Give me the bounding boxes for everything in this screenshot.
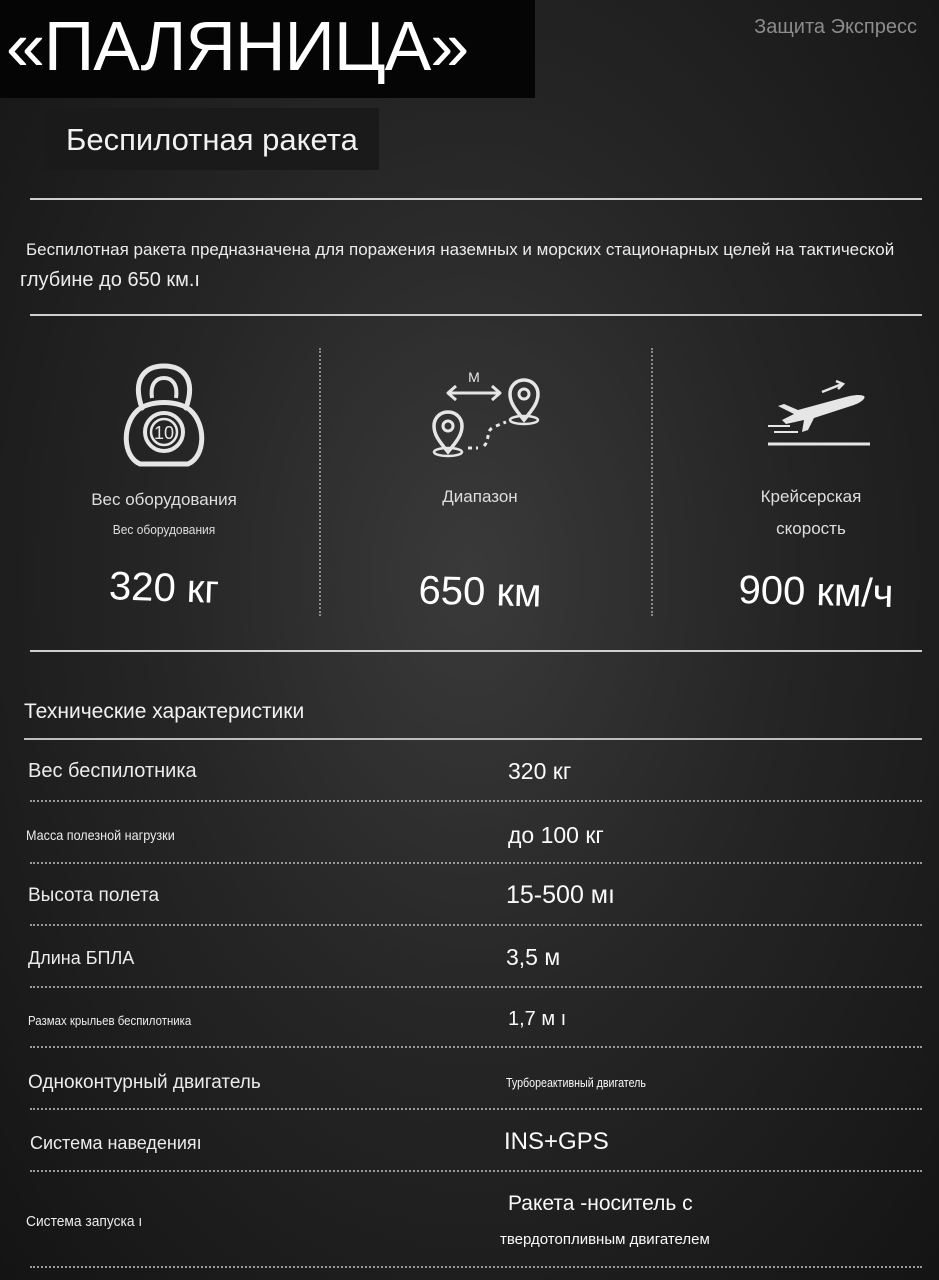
stat-speed-label-line-2: скорость — [776, 519, 846, 538]
row-separator — [30, 1266, 922, 1268]
spec-name: Система запуска ı — [26, 1213, 143, 1230]
spec-name: Размах крыльев беспилотника — [28, 1013, 192, 1028]
row-separator — [30, 800, 922, 802]
spec-value: Ракета -носитель с — [508, 1192, 693, 1215]
stat-weight-label: Вес оборудования — [91, 490, 237, 509]
column-separator — [651, 348, 653, 616]
row-separator — [30, 986, 922, 988]
spec-name: Длина БПЛА — [28, 948, 135, 968]
column-separator — [319, 348, 321, 616]
kettlebell-badge: 10 — [153, 423, 175, 443]
spec-name: Высота полета — [28, 885, 160, 906]
spec-name: Система наведенияı — [30, 1133, 202, 1153]
airplane-icon — [764, 376, 874, 448]
spec-value: 15-500 мı — [506, 881, 615, 909]
stat-weight-sublabel: Вес оборудования — [112, 522, 216, 537]
stat-range-value: 650 км — [418, 568, 542, 616]
stat-range-label: Диапазон — [442, 487, 518, 506]
route-badge: M — [468, 369, 480, 385]
divider — [30, 314, 922, 316]
row-separator — [30, 924, 922, 926]
spec-value-line-2: твердотопливным двигателем — [500, 1231, 710, 1248]
description-line-2: глубине до 650 км.ı — [20, 269, 200, 291]
spec-value: 3,5 м — [506, 944, 561, 970]
page-title: «ПАЛЯНИЦА» — [6, 7, 469, 85]
divider — [30, 198, 922, 200]
divider — [24, 738, 922, 740]
route-map-icon — [428, 368, 544, 458]
kettlebell-icon — [118, 360, 210, 470]
description-line-1: Беспилотная ракета предназначена для поражения наземных и морских стационарных целей на тактической — [26, 240, 895, 259]
spec-value: Турбореактивный двигатель — [506, 1075, 646, 1090]
spec-value: 1,7 м ı — [508, 1008, 567, 1030]
spec-name: Масса полезной нагрузки — [26, 827, 175, 843]
row-separator — [30, 1108, 922, 1110]
row-separator — [30, 1170, 922, 1172]
spec-value: до 100 кг — [508, 822, 604, 848]
specs-title: Технические характеристики — [24, 700, 305, 723]
spec-name: Одноконтурный двигатель — [28, 1072, 261, 1093]
brand-name: Защита Экспресс — [754, 16, 917, 38]
page-subtitle: Беспилотная ракета — [66, 122, 358, 157]
row-separator — [30, 862, 922, 864]
divider — [30, 650, 922, 652]
spec-name: Вес беспилотника — [28, 760, 197, 782]
row-separator — [30, 1046, 922, 1048]
stat-speed-value: 900 км/ч — [738, 567, 894, 617]
spec-value: 320 кг — [508, 758, 572, 784]
stat-weight-value: 320 кг — [108, 564, 220, 612]
stat-speed-label-line-1: Крейсерская — [760, 487, 862, 506]
spec-value: INS+GPS — [504, 1128, 609, 1155]
